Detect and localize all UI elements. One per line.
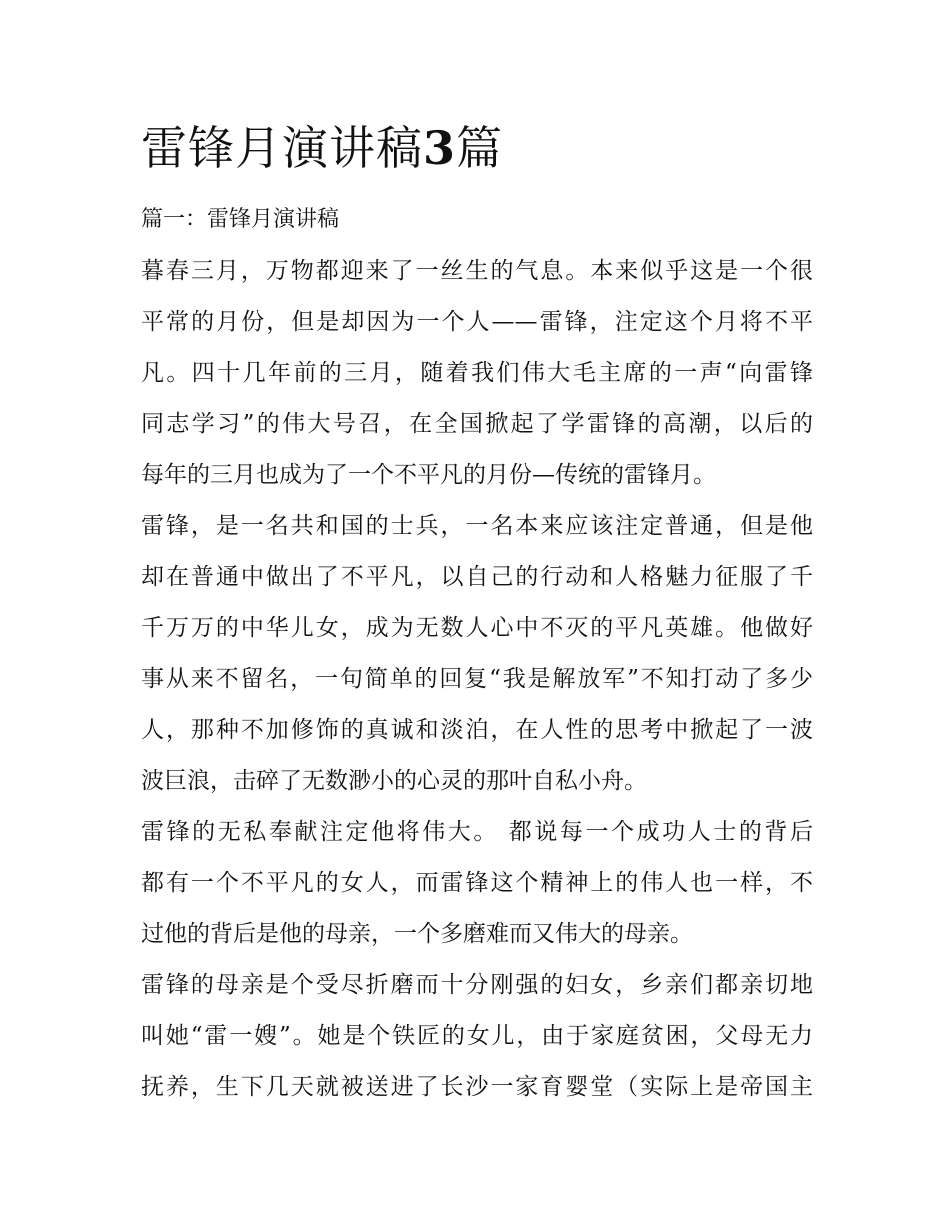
text-line: 人，那种不加修饰的真诚和淡泊，在人性的思考中掀起了一波 bbox=[141, 717, 813, 743]
text-line: 平常的月份，但是却因为一个人——雷锋，注定这个月将不平 bbox=[141, 309, 813, 335]
text-line: 都有一个不平凡的女人，而雷锋这个精神上的伟人也一样，不 bbox=[141, 870, 813, 896]
text-line: 事从来不留名，一句简单的回复“我是解放军”不知打动了多少 bbox=[141, 666, 813, 692]
document-body bbox=[141, 118, 813, 1113]
text-line: 暮春三月，万物都迎来了一丝生的气息。本来似乎这是一个很 bbox=[141, 258, 813, 284]
text-line: 雷锋的母亲是个受尽折磨而十分刚强的妇女，乡亲们都亲切地 bbox=[141, 972, 813, 998]
text-line: 抚养，生下几天就被送进了长沙一家育婴堂（实际上是帝国主 bbox=[141, 1074, 813, 1100]
title-main: 雷锋月演讲稿 bbox=[141, 121, 423, 175]
text-line: 千万万的中华儿女，成为无数人心中不灭的平凡英雄。他做好 bbox=[141, 615, 813, 641]
text-line: 同志学习”的伟大号召，在全国掀起了学雷锋的高潮，以后的 bbox=[141, 411, 813, 437]
title-suffix: 篇 bbox=[456, 121, 504, 175]
text-line: 每年的三月也成为了一个不平凡的月份—传统的雷锋月。 bbox=[141, 462, 716, 488]
text-line: 叫她“雷一嫂”。她是个铁匠的女儿，由于家庭贫困，父母无力 bbox=[141, 1023, 813, 1049]
text-line: 凡。四十几年前的三月，随着我们伟大毛主席的一声“向雷锋 bbox=[141, 360, 813, 386]
document-title bbox=[141, 118, 813, 178]
section-heading: 篇一：雷锋月演讲稿 bbox=[141, 207, 340, 232]
title-number: 3 bbox=[423, 121, 457, 175]
body-text bbox=[141, 246, 813, 1113]
text-line: 雷锋的无私奉献注定他将伟大。 都说每一个成功人士的背后 bbox=[141, 819, 813, 845]
text-line: 却在普通中做出了不平凡，以自己的行动和人格魅力征服了千 bbox=[141, 564, 813, 590]
text-line: 雷锋，是一名共和国的士兵，一名本来应该注定普通，但是他 bbox=[141, 513, 813, 539]
text-line: 波巨浪，击碎了无数渺小的心灵的那叶自私小舟。 bbox=[141, 768, 647, 794]
text-line: 过他的背后是他的母亲，一个多磨难而又伟大的母亲。 bbox=[141, 921, 693, 947]
